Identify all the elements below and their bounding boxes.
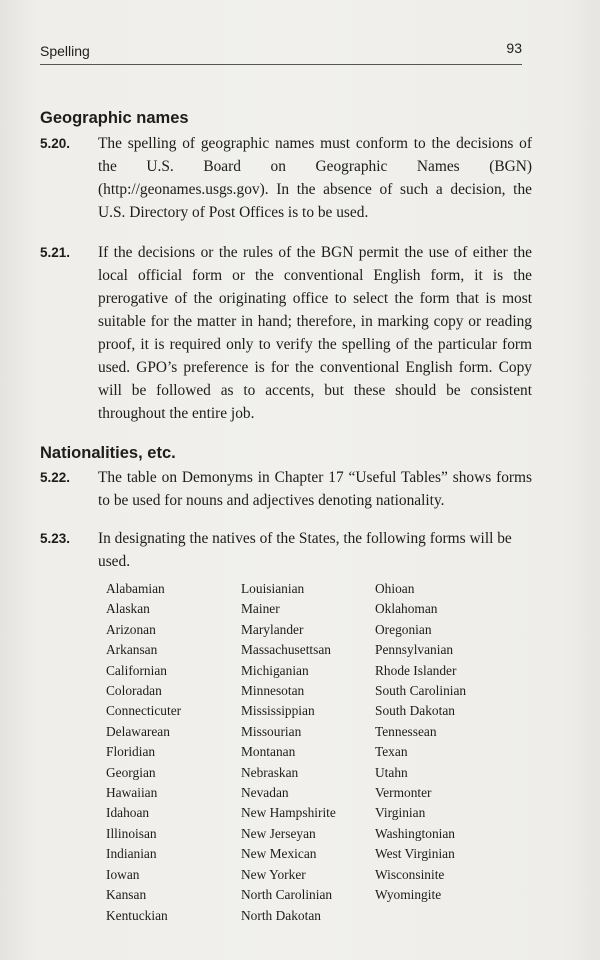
state-name-item: North Carolinian <box>241 887 333 903</box>
state-name-item: Hawaiian <box>106 785 158 801</box>
paragraph-number: 5.23. <box>40 531 71 546</box>
state-name-item: Kansan <box>106 887 147 903</box>
state-name-item: Minnesotan <box>241 683 305 699</box>
state-name-item: Oklahoman <box>375 601 438 617</box>
state-name-item: West Virginian <box>375 846 455 862</box>
state-name-item: Wisconsinite <box>375 866 445 882</box>
state-name-item: Nebraskan <box>241 764 299 780</box>
paragraph-5-20 <box>40 132 532 224</box>
paragraph-5-21 <box>40 241 532 425</box>
state-name-item: Vermonter <box>375 785 432 801</box>
paragraph-text: The spelling of geographic names must conform to the decisions of the U.S. Board on Geographic Names (BGN) (http://geonames.usgs.gov). In the absence of such a decision, the U.S. Directory of Post Offices is to be used. <box>98 135 532 221</box>
state-name-item: Idahoan <box>106 805 150 821</box>
state-name-item: Connecticuter <box>106 703 182 719</box>
paragraph-text: The table on Demonyms in Chapter 17 “Useful Tables” shows forms to be used for nouns and adjectives denoting nationality. <box>98 469 532 509</box>
state-name-item: Arizonan <box>106 621 156 637</box>
paragraph-text: If the decisions or the rules of the BGN permit the use of either the local official form or the conventional English form, it is the prerogative of the originating office to select the form that is most suitable for the matter in hand; therefore, in marking copy or reading proof, it is required only to verify the spelling of the particular form used. GPO’s preference is for the conventional English form. Copy will be followed as to accents, but these should be consistent throughout the entire job. <box>98 244 532 422</box>
state-name-item: Coloradan <box>106 683 162 699</box>
section-heading-nationalities: Nationalities, etc. <box>40 444 176 462</box>
paragraph-5-23 <box>40 527 532 573</box>
state-name-item: Rhode Islander <box>375 662 457 678</box>
state-name-item: Missourian <box>241 723 302 739</box>
paragraph-number: 5.20. <box>40 136 71 151</box>
running-head-title: Spelling <box>40 43 90 59</box>
state-name-item: Alaskan <box>106 601 150 617</box>
state-name-item: New Yorker <box>241 866 306 882</box>
state-name-item: Pennsylvanian <box>375 642 454 658</box>
state-name-item: Virginian <box>375 805 426 821</box>
state-name-item: Washingtonian <box>375 825 455 841</box>
state-name-item: South Carolinian <box>375 683 467 699</box>
state-name-item: Californian <box>106 662 167 678</box>
paragraph-text: In designating the natives of the States, the following forms will be used. <box>98 530 512 570</box>
state-name-item: Kentuckian <box>106 907 168 923</box>
page-number: 93 <box>506 40 522 56</box>
state-name-item: Tennessean <box>375 723 437 739</box>
state-name-item: Alabamian <box>106 581 165 596</box>
state-name-item: New Hampshirite <box>241 805 336 821</box>
state-name-item: Oregonian <box>375 621 432 637</box>
running-head <box>40 40 522 65</box>
state-name-item: New Jerseyan <box>241 825 316 841</box>
section-heading-geographic-names: Geographic names <box>40 109 189 127</box>
state-name-item: Montanan <box>241 744 296 760</box>
paragraph-5-22 <box>40 466 532 512</box>
state-name-item: Arkansan <box>106 642 158 658</box>
state-name-item: Marylander <box>241 621 304 637</box>
paragraph-number: 5.21. <box>40 245 71 260</box>
state-name-item: South Dakotan <box>375 703 455 719</box>
state-name-item: Michiganian <box>241 662 309 678</box>
state-name-item: New Mexican <box>241 846 317 862</box>
state-name-item: North Dakotan <box>241 907 321 923</box>
state-name-item: Ohioan <box>375 581 415 596</box>
state-name-item: Wyomingite <box>375 887 442 903</box>
state-name-item: Nevadan <box>241 785 289 801</box>
paragraph-number: 5.22. <box>40 470 71 485</box>
state-names-column-1 <box>106 579 241 926</box>
state-names-column-2 <box>241 579 375 926</box>
state-demonyms-list <box>106 579 532 926</box>
state-name-item: Illinoisan <box>106 825 157 841</box>
state-names-column-3 <box>375 579 505 926</box>
state-name-item: Floridian <box>106 744 156 760</box>
state-name-item: Massachusettsan <box>241 642 331 658</box>
state-name-item: Delawarean <box>106 723 170 739</box>
page-content <box>40 107 532 926</box>
state-name-item: Indianian <box>106 846 157 862</box>
state-name-item: Iowan <box>106 866 140 882</box>
state-name-item: Utahn <box>375 764 408 780</box>
state-name-item: Louisianian <box>241 581 305 596</box>
state-name-item: Mississippian <box>241 703 315 719</box>
state-name-item: Texan <box>375 744 408 760</box>
state-name-item: Mainer <box>241 601 280 617</box>
state-name-item: Georgian <box>106 764 156 780</box>
